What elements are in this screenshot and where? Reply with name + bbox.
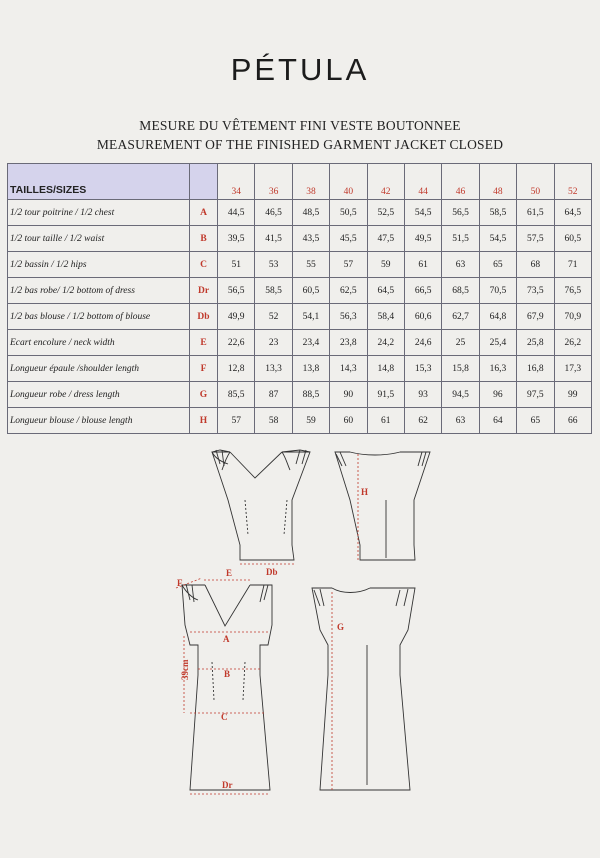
dress-front-drawing: [182, 584, 272, 790]
row-letter: Db: [190, 304, 218, 330]
row-letter: B: [190, 226, 218, 252]
table-row: [8, 226, 592, 252]
table-cell: 67,9: [517, 304, 554, 330]
blouse-back-drawing: [335, 452, 430, 560]
table-cell: 65: [479, 252, 516, 278]
table-cell: 52,5: [367, 200, 404, 226]
table-cell: 63: [442, 252, 479, 278]
table-cell: 58,5: [255, 278, 292, 304]
size-header-44: 44: [404, 164, 441, 200]
subtitle-french: MESURE DU VÊTEMENT FINI VESTE BOUTONNEE: [139, 118, 461, 133]
table-cell: 17,3: [554, 356, 591, 382]
table-cell: 23: [255, 330, 292, 356]
size-header-40: 40: [330, 164, 367, 200]
dress-back-drawing: [312, 588, 415, 790]
table-cell: 26,2: [554, 330, 591, 356]
table-cell: 41,5: [255, 226, 292, 252]
table-cell: 13,8: [292, 356, 329, 382]
label-f: F: [177, 578, 183, 588]
table-row: [8, 278, 592, 304]
table-cell: 25: [442, 330, 479, 356]
label-c: C: [221, 712, 228, 722]
row-letter: E: [190, 330, 218, 356]
table-cell: 23,8: [330, 330, 367, 356]
table-cell: 85,5: [218, 382, 255, 408]
table-cell: 16,3: [479, 356, 516, 382]
subtitle-english: MEASUREMENT OF THE FINISHED GARMENT JACKET CLOSED: [96, 137, 504, 152]
table-cell: 56,5: [442, 200, 479, 226]
table-cell: 71: [554, 252, 591, 278]
table-cell: 39,5: [218, 226, 255, 252]
table-cell: 68,5: [442, 278, 479, 304]
table-cell: 58,4: [367, 304, 404, 330]
row-letter: F: [190, 356, 218, 382]
size-header-36: 36: [255, 164, 292, 200]
row-label: 1/2 bas robe/ 1/2 bottom of dress: [8, 278, 190, 304]
table-cell: 66,5: [404, 278, 441, 304]
table-cell: 23,4: [292, 330, 329, 356]
table-cell: 73,5: [517, 278, 554, 304]
table-cell: 62,5: [330, 278, 367, 304]
table-row: [8, 356, 592, 382]
table-cell: 65: [517, 408, 554, 434]
table-cell: 46,5: [255, 200, 292, 226]
table-row: [8, 382, 592, 408]
table-cell: 25,4: [479, 330, 516, 356]
row-label: Longueur blouse / blouse length: [8, 408, 190, 434]
row-letter: G: [190, 382, 218, 408]
table-cell: 62: [404, 408, 441, 434]
table-cell: 63: [442, 408, 479, 434]
row-label: Longueur épaule /shoulder length: [8, 356, 190, 382]
row-label: Longueur robe / dress length: [8, 382, 190, 408]
row-label: 1/2 tour taille / 1/2 waist: [8, 226, 190, 252]
row-letter: Dr: [190, 278, 218, 304]
page-title: PÉTULA: [230, 52, 370, 87]
table-cell: 57: [330, 252, 367, 278]
table-cell: 66: [554, 408, 591, 434]
table-cell: 61: [367, 408, 404, 434]
garment-technical-drawings: [160, 440, 450, 800]
table-cell: 54,1: [292, 304, 329, 330]
row-letter: H: [190, 408, 218, 434]
table-cell: 56,5: [218, 278, 255, 304]
size-chart-table: [7, 163, 592, 434]
table-cell: 56,3: [330, 304, 367, 330]
table-cell: 64,5: [554, 200, 591, 226]
table-cell: 70,9: [554, 304, 591, 330]
table-cell: 25,8: [517, 330, 554, 356]
table-cell: 60,6: [404, 304, 441, 330]
size-header-34: 34: [218, 164, 255, 200]
row-letter: C: [190, 252, 218, 278]
size-header-52: 52: [554, 164, 591, 200]
label-h: H: [361, 487, 369, 497]
table-cell: 51,5: [442, 226, 479, 252]
label-db: Db: [266, 567, 278, 577]
table-cell: 60,5: [292, 278, 329, 304]
label-e: E: [226, 568, 233, 578]
label-g: G: [337, 622, 345, 632]
table-row: [8, 252, 592, 278]
table-cell: 55: [292, 252, 329, 278]
table-cell: 60: [330, 408, 367, 434]
table-cell: 14,8: [367, 356, 404, 382]
table-cell: 96: [479, 382, 516, 408]
label-dr: Dr: [222, 780, 233, 790]
label-a: A: [223, 634, 230, 644]
sizes-header-label: TAILLES/SIZES: [8, 164, 190, 200]
table-cell: 47,5: [367, 226, 404, 252]
table-cell: 64: [479, 408, 516, 434]
table-cell: 62,7: [442, 304, 479, 330]
table-cell: 57,5: [517, 226, 554, 252]
table-cell: 68: [517, 252, 554, 278]
size-header-50: 50: [517, 164, 554, 200]
row-label: 1/2 tour poitrine / 1/2 chest: [8, 200, 190, 226]
letter-header-cell: [190, 164, 218, 200]
blouse-front-drawing: [212, 450, 310, 560]
table-cell: 99: [554, 382, 591, 408]
size-header-46: 46: [442, 164, 479, 200]
table-cell: 91,5: [367, 382, 404, 408]
table-cell: 61: [404, 252, 441, 278]
table-cell: 59: [292, 408, 329, 434]
table-cell: 45,5: [330, 226, 367, 252]
size-header-48: 48: [479, 164, 516, 200]
label-39cm: 39cm: [180, 659, 190, 680]
table-cell: 16,8: [517, 356, 554, 382]
table-cell: 49,5: [404, 226, 441, 252]
row-label: 1/2 bassin / 1/2 hips: [8, 252, 190, 278]
row-label: 1/2 bas blouse / 1/2 bottom of blouse: [8, 304, 190, 330]
table-cell: 61,5: [517, 200, 554, 226]
table-cell: 22,6: [218, 330, 255, 356]
table-cell: 64,5: [367, 278, 404, 304]
table-cell: 57: [218, 408, 255, 434]
table-cell: 54,5: [404, 200, 441, 226]
table-cell: 12,8: [218, 356, 255, 382]
table-cell: 90: [330, 382, 367, 408]
table-cell: 60,5: [554, 226, 591, 252]
table-cell: 53: [255, 252, 292, 278]
label-b: B: [224, 669, 231, 679]
table-cell: 14,3: [330, 356, 367, 382]
table-cell: 97,5: [517, 382, 554, 408]
table-cell: 44,5: [218, 200, 255, 226]
table-cell: 15,8: [442, 356, 479, 382]
table-cell: 88,5: [292, 382, 329, 408]
table-header-row: [8, 164, 592, 200]
table-cell: 50,5: [330, 200, 367, 226]
table-cell: 76,5: [554, 278, 591, 304]
table-cell: 93: [404, 382, 441, 408]
table-cell: 64,8: [479, 304, 516, 330]
table-row: [8, 304, 592, 330]
table-cell: 24,6: [404, 330, 441, 356]
table-cell: 51: [218, 252, 255, 278]
size-header-38: 38: [292, 164, 329, 200]
table-cell: 70,5: [479, 278, 516, 304]
table-cell: 58,5: [479, 200, 516, 226]
table-row: [8, 408, 592, 434]
row-letter: A: [190, 200, 218, 226]
table-cell: 58: [255, 408, 292, 434]
row-label: Ecart encolure / neck width: [8, 330, 190, 356]
table-cell: 43,5: [292, 226, 329, 252]
table-cell: 49,9: [218, 304, 255, 330]
table-row: [8, 330, 592, 356]
table-cell: 87: [255, 382, 292, 408]
table-row: [8, 200, 592, 226]
table-cell: 59: [367, 252, 404, 278]
table-cell: 24,2: [367, 330, 404, 356]
table-cell: 52: [255, 304, 292, 330]
table-cell: 94,5: [442, 382, 479, 408]
size-header-42: 42: [367, 164, 404, 200]
table-cell: 13,3: [255, 356, 292, 382]
table-cell: 15,3: [404, 356, 441, 382]
table-cell: 54,5: [479, 226, 516, 252]
table-cell: 48,5: [292, 200, 329, 226]
